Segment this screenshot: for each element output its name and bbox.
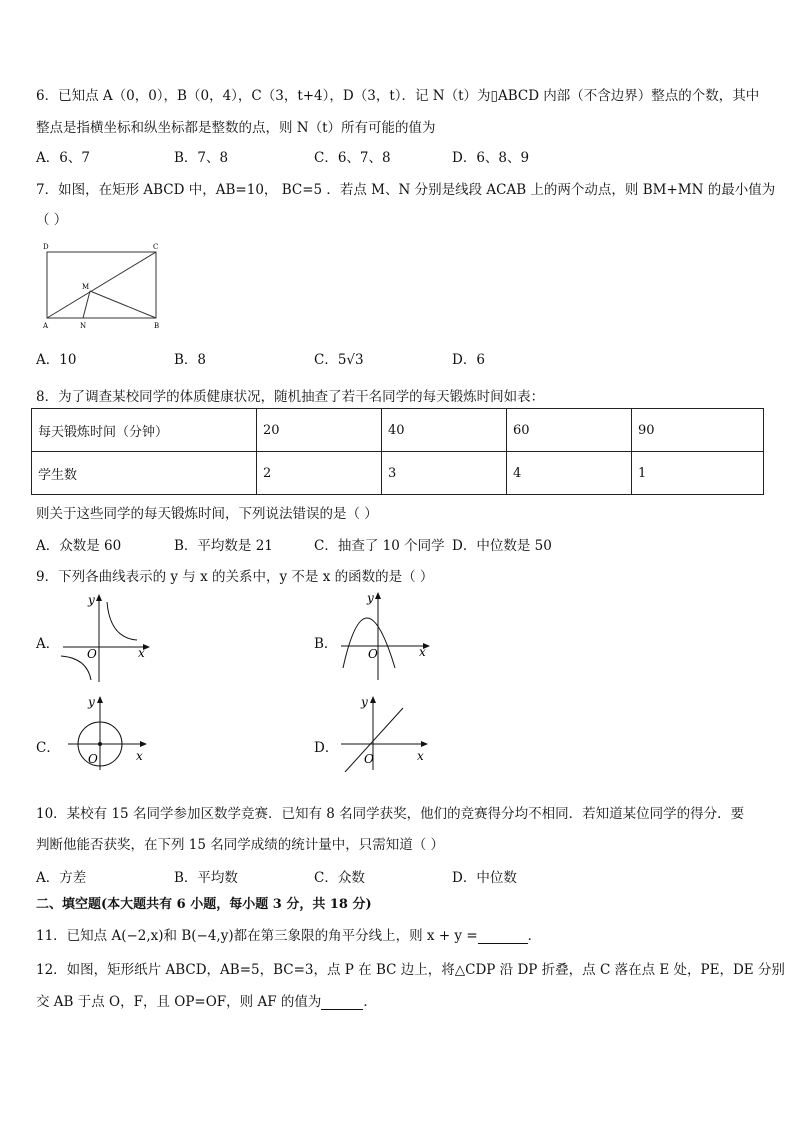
q10-options <box>36 866 756 886</box>
q12-line1: 12．如图，矩形纸片 ABCD，AB=5，BC=3，点 P 在 BC 边上，将△CDP 沿 DP 折叠，点 C 落在点 E 处，PE，DE 分别 <box>36 962 785 978</box>
q6-option-d: D．6、8、9 <box>452 150 530 166</box>
q12-end: ． <box>363 994 377 1010</box>
table-cell: 20 <box>257 409 382 452</box>
origin-label: O <box>364 752 374 766</box>
q6-line1: 6．已知点 A（0，0），B（0，4），C（3，t+4），D（3，t）．记 N（t）为▯ABCD 内部（不含边界）整点的个数，其中 <box>36 88 760 104</box>
q11-answer-blank <box>478 927 528 944</box>
q6-option-a: A．6、7 <box>36 150 90 166</box>
label-m: M <box>82 283 90 291</box>
q9-label-c: C． <box>36 740 60 756</box>
q9-graph-d-line <box>335 692 435 772</box>
exercise-time-table <box>31 408 764 495</box>
q9-graph-a-hyperbola <box>55 590 155 685</box>
axis-x-label: x <box>138 646 145 660</box>
q10-option-d: D．中位数 <box>452 870 517 886</box>
q10-line1: 10．某校有 15 名同学参加区数学竞赛．已知有 8 名同学获奖，他们的竞赛得分均不相同．若知道某位同学的得分．要 <box>36 806 745 822</box>
segment-bm <box>90 291 156 318</box>
q11-text: 11．已知点 A(−2,x)和 B(−4,y)都在第三象限的角平分线上，则 x + y = <box>36 928 478 944</box>
q10-option-c: C．众数 <box>314 870 365 886</box>
table-row <box>32 452 764 495</box>
q8-option-a: A．众数是 60 <box>36 538 122 554</box>
section-heading-fill-in: 二、填空题(本大题共有 6 小题，每小题 3 分，共 18 分) <box>36 897 372 912</box>
q6-options <box>36 146 756 166</box>
axis-y-label: y <box>361 695 368 709</box>
q7-option-a: A．10 <box>36 352 77 368</box>
q7-options <box>36 348 756 368</box>
q7-line2: （ ） <box>36 212 68 228</box>
q8-option-c: C．抽查了 10 个同学 <box>314 538 445 554</box>
table-cell: 2 <box>257 452 382 495</box>
table-cell: 60 <box>507 409 632 452</box>
label-b: B <box>154 322 160 330</box>
q7-option-d: D．6 <box>452 352 485 368</box>
q9-label-a: A． <box>36 636 60 652</box>
q11-end: ． <box>527 928 542 944</box>
q12-text: 交 AB 于点 O，F，且 OP=OF，则 AF 的值为 <box>36 994 322 1010</box>
label-n: N <box>80 322 87 330</box>
table-row <box>32 409 764 452</box>
q6-line2: 整点是指横坐标和纵坐标都是整数的点，则 N（t）所有可能的值为 <box>36 120 436 136</box>
q8-options <box>36 534 756 554</box>
axis-x-label: x <box>419 645 426 659</box>
diagonal-ac <box>47 252 156 318</box>
q7-line1: 7．如图，在矩形 ABCD 中，AB=10， BC=5 ．若点 M、N 分别是线段 ACAB 上的两个动点，则 BM+MN 的最小值为 <box>36 182 776 198</box>
q9-stem: 9．下列各曲线表示的 y 与 x 的关系中，y 不是 x 的函数的是（ ） <box>36 569 434 585</box>
q7-rectangle-figure <box>38 240 168 332</box>
q8-question: 则关于这些同学的每天锻炼时间，下列说法错误的是（ ） <box>36 506 378 522</box>
q12-line2 <box>36 990 377 1010</box>
q6-option-b: B．7、8 <box>174 150 229 166</box>
table-cell: 40 <box>382 409 507 452</box>
q8-option-b: B．平均数是 21 <box>174 538 273 554</box>
table-header-time: 每天锻炼时间（分钟） <box>32 409 257 452</box>
axis-x-label: x <box>417 749 424 763</box>
table-cell: 3 <box>382 452 507 495</box>
table-cell: 90 <box>632 409 764 452</box>
q10-option-a: A．方差 <box>36 870 87 886</box>
q11-line <box>36 924 541 944</box>
table-cell: 4 <box>507 452 632 495</box>
origin-label: O <box>87 647 97 661</box>
table-header-students: 学生数 <box>32 452 257 495</box>
label-d: D <box>43 243 49 251</box>
label-a: A <box>43 322 49 330</box>
q9-graph-c-circle <box>60 692 155 772</box>
q10-line2: 判断他能否获奖，在下列 15 名同学成绩的统计量中，只需知道（ ） <box>36 837 445 853</box>
q9-label-b: B． <box>314 636 338 652</box>
axis-y-label: y <box>88 695 95 709</box>
q8-option-d: D．中位数是 50 <box>452 538 552 554</box>
table-cell: 1 <box>632 452 764 495</box>
axis-y-label: y <box>88 593 95 607</box>
q12-answer-blank <box>321 993 363 1010</box>
q7-option-b: B．8 <box>174 352 207 368</box>
q7-option-c: C．5√3 <box>314 352 364 368</box>
q9-graph-b-parabola <box>335 588 435 685</box>
q6-option-c: C．6、7、8 <box>314 150 391 166</box>
q9-label-d: D． <box>314 740 339 756</box>
origin-label: O <box>368 647 378 661</box>
axis-x-label: x <box>136 749 143 763</box>
origin-label: O <box>88 752 98 766</box>
label-c: C <box>153 243 159 251</box>
q8-stem: 8．为了调查某校同学的体质健康状况，随机抽查了若干名同学的每天锻炼时间如表： <box>36 389 545 405</box>
q10-option-b: B．平均数 <box>174 870 238 886</box>
axis-y-label: y <box>367 591 374 605</box>
